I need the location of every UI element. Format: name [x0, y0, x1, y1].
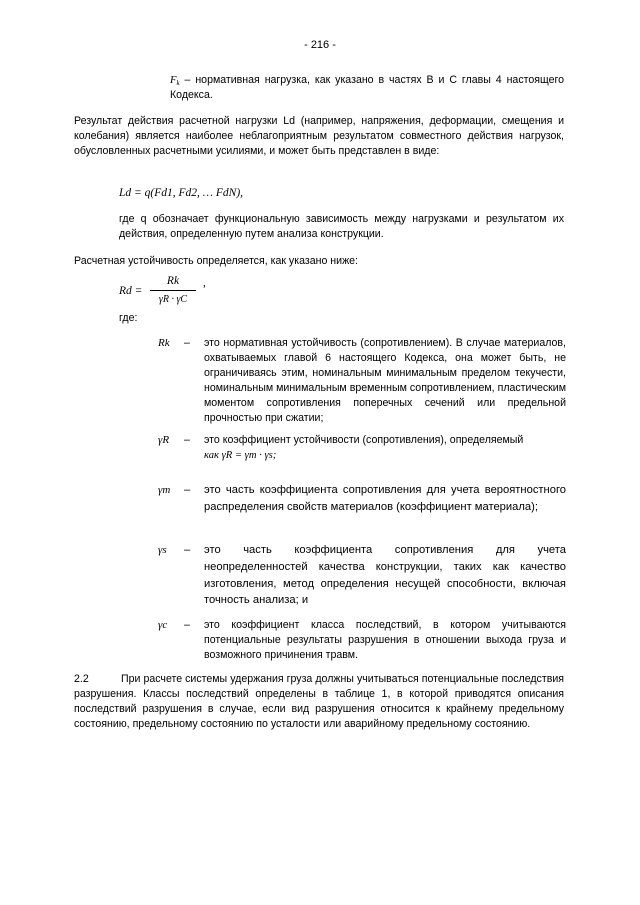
definition-dash: –: [184, 619, 190, 631]
formula-rd-denominator: γR · γC: [158, 294, 188, 305]
section-number: 2.2: [74, 673, 89, 685]
paragraph-ld: Результат действия расчетной нагрузки Ld (например, напряжения, деформации, смещения и колебания) является наиболее неблагоприятным результатом совместного действия нагрузок, обусловленных расчетными усилиями, и может быть представлен в виде:: [74, 115, 564, 157]
definition-text: это коэффициент устойчивости (сопротивления), определяемый: [204, 434, 524, 446]
definition-dash: –: [184, 434, 190, 446]
fk-subscript: k: [176, 79, 180, 87]
fraction-bar: [150, 290, 196, 291]
definition-text: это нормативная устойчивость (сопротивлением). В случае материалов, охватываемых главой 6 настоящего Кодекса, она может быть, не ограничиваясь этим, номинальным минимальным пределом текучести, номинальным минимальным временным сопротивлением, пластическим моментом сопротивления поперечных сечений или предельной прочностью при сжатии;: [204, 337, 566, 424]
formula-rd-lhs: Rd =: [119, 285, 143, 297]
formula-ld: Ld = q(Fd1, Fd2, … FdN),: [119, 187, 244, 199]
definition-formula: как γR = γm · γs;: [204, 450, 277, 461]
definition-symbol: Rk: [158, 337, 170, 349]
formula-rd-fraction: [150, 274, 196, 307]
page-number: - 216 -: [304, 39, 336, 51]
definition-symbol: γc: [158, 619, 168, 631]
definition-dash: –: [184, 484, 191, 496]
definition-text: это часть коэффициента сопротивления для учета вероятностного распределения свойств материалов (коэффициент материала);: [204, 484, 566, 513]
resistance-intro: Расчетная устойчивость определяется, как указано ниже:: [74, 255, 358, 267]
section-text: При расчете системы удержания груза должны учитываться потенциальные последствия разрушения. Классы последствий определены в таблице 1, в которой приводятся описания последствий разрушения в случае, если вид разрушения относится к крайнему предельному состоянию, предельному состоянию по усталости или аварийному предельному состоянию.: [74, 673, 564, 730]
definition-text: это коэффициент класса последствий, в котором учитываются потенциальные результаты разрушения в отношении выхода груза и возможного причинения травм.: [204, 619, 566, 661]
where-q-text: где q обозначает функциональную зависимость между нагрузками и результатом их действия, определенную путем анализа конструкции.: [119, 213, 564, 240]
definition-dash: –: [184, 544, 191, 556]
definition-text: это часть коэффициента сопротивления для учета неопределенностей качества конструкции, таких как качество изготовления, метод определения несущей способности, включая точность анализа; и: [204, 544, 566, 607]
fk-text: – нормативная нагрузка, как указано в частях В и С главы 4 настоящего Кодекса.: [170, 74, 564, 101]
section-2-2: [74, 672, 564, 732]
formula-rd-numerator: Rk: [166, 275, 180, 287]
fk-symbol: F: [170, 75, 177, 86]
fk-definition: [170, 73, 564, 103]
formula-rd-trailing: ,: [203, 277, 206, 289]
definition-symbol: γR: [158, 434, 170, 446]
definition-symbol: γm: [158, 484, 171, 496]
where-label: где:: [119, 312, 138, 324]
definition-dash: –: [184, 337, 190, 349]
definition-symbol: γs: [158, 544, 167, 556]
